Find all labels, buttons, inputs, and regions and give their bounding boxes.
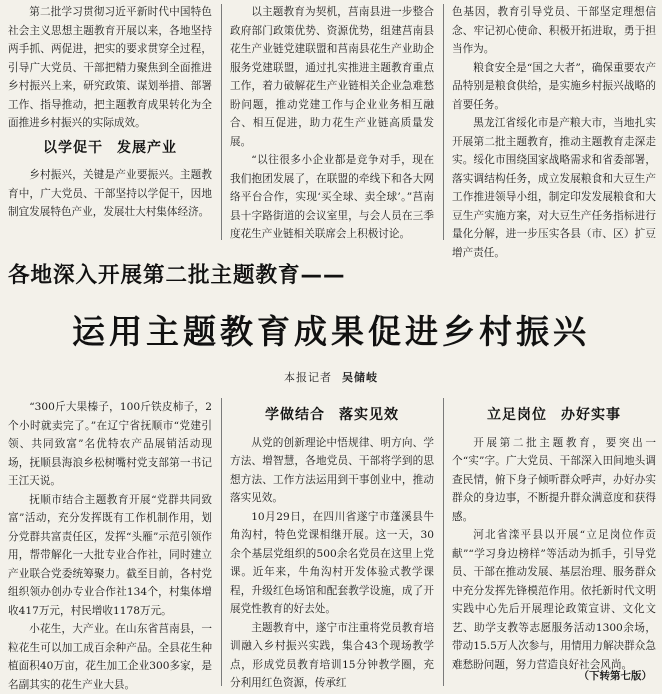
paragraph: 乡村振兴，关键是产业要振兴。主题教育中，广大党员、干部坚持以学促干，因地制宜发展特色产业，发展壮大村集体经济。 — [8, 169, 212, 218]
section-subhead-xuecugan — [8, 139, 212, 158]
paragraph: 小花生，大产业。在山东省莒南县，一粒花生可以加工成百余种产品。全县花生种植面积40万亩，花生加工企业300多家，是名副其实的花生产业大县。 — [8, 623, 212, 691]
byline-name: 吴储岐 — [342, 371, 378, 384]
section-subhead-xuezuojiehe — [230, 406, 434, 425]
paragraph: 抚顺市结合主题教育开展“党群共同致富”活动，充分发挥既有工作机制作用，划分党群共富责任区，发挥“头雁”示范引领作用，帮带解化一大批专业合作社，同时建立产业联合党委统筹聚力。截至目前，各村党组织领办创办专业合作社134个，村集体增收417万元，村民增收1178万元。 — [8, 493, 212, 617]
subhead-part: 立足岗位 — [487, 407, 547, 423]
paragraph: 10月29日，在四川省遂宁市蓬溪县牛角沟村，特色党课相继开展。这一天，30余个基层党组织的500余名党员在这里上党课。近年来，牛角沟村开发体验式教学课程，升级红色场馆和配套教学设施，成了开展党性教育的好去处。 — [230, 510, 434, 615]
byline — [0, 369, 662, 385]
paragraph: “300斤大果榛子，100斤铁皮柿子，2个小时就卖完了。”在辽宁省抚顺市“党建引领、共同致富”名优特农产品展销活动现场，抚顺县海浪乡松树嘴村党支部第一书记王江天说。 — [8, 401, 212, 487]
column-rule — [221, 398, 222, 686]
section-subhead-lizugangwei — [452, 406, 656, 425]
paragraph: 主题教育中，遂宁市注重将党员教育培训融入乡村振兴实践，集合43个现场教学点，形成党员教育培训15分钟教学圈，充分利用红色资源，传承红 — [230, 621, 434, 689]
main-headline: 运用主题教育成果促进乡村振兴 — [72, 312, 590, 351]
paragraph: 色基因，教育引导党员、干部坚定理想信念、牢记初心使命、积极开拓进取，勇于担当作为。 — [452, 6, 656, 55]
top-column-2 — [230, 3, 434, 244]
subhead-part: 办好实事 — [561, 407, 621, 423]
paragraph: 开展第二批主题教育，要突出一个“实”字。广大党员、干部深入田间地头调查民情，俯下身子倾听群众呼声，办好办实群众的身边事，不断提升群众满意度和获得感。 — [452, 436, 656, 523]
column-rule — [221, 4, 222, 240]
column-rule — [443, 4, 444, 240]
paragraph: 从党的创新理论中悟规律、明方向、学方法、增智慧，各地党员、干部将学到的思想方法、工作方法运用到干事创业中，推动落实见效。 — [230, 436, 434, 504]
kicker-headline: 各地深入开展第二批主题教育—— — [8, 263, 346, 288]
bottom-column-1 — [8, 398, 212, 694]
continued-note: （下转第七版） — [578, 670, 652, 682]
subhead-part: 落实见效 — [339, 407, 399, 423]
paragraph: 第二批学习贯彻习近平新时代中国特色社会主义思想主题教育开展以来，各地坚持两手抓、两促进，把实的要求贯穿全过程，引导广大党员、干部把精力聚焦到全面推进乡村振兴上来，研究政策、谋划举措、部署工作、指导推动，把主题教育成果转化为全面推进乡村振兴的实际成效。 — [8, 6, 212, 129]
paragraph: “以往很多小企业都是竞争对手，现在我们抱团发展了，在联盟的牵线下和各大网络平台合作，实现‘买全球、卖全球’。”莒南县十字路街道的会议室里，与会人员在三季度花生产业链相关联席会上积极讨论。 — [230, 154, 434, 240]
subhead-part: 学做结合 — [265, 407, 325, 423]
paragraph: 粮食安全是“国之大者”，确保重要农产品特别是粮食供给，是实施乡村振兴战略的首要任务。 — [452, 61, 656, 111]
subhead-part: 以学促干 — [43, 139, 103, 156]
paragraph: 河北省滦平县以开展“立足岗位作贡献”“学习身边榜样”等活动为抓手，引导党员、干部在推动发展、基层治理、服务群众中充分发挥先锋模范作用。依托新时代文明实践中心先后开展理论政策宣讲、文化文艺、助学支教等志愿服务活动1300余场，带动15.5万人次参与，用情用力解决群众急难愁盼问题，努力营造良好社会风尚。 — [452, 529, 656, 671]
subhead-part: 发展产业 — [117, 139, 177, 156]
column-rule — [443, 398, 444, 686]
bottom-column-3 — [452, 406, 656, 674]
byline-label: 本报记者 — [284, 371, 332, 384]
top-column-1 — [8, 3, 212, 222]
top-column-3 — [452, 3, 656, 262]
bottom-column-2 — [230, 406, 434, 693]
paragraph: 以主题教育为契机，莒南县进一步整合政府部门政策优势、资源优势，组建莒南县花生产业链党建联盟和莒南县花生产业助企服务党建联盟，通过扎实推进主题教育重点工作，着力破解花生产业链相关企业急难愁盼问题，推动党建工作与企业业务相互融合、相互促进，助力花生产业链高质量发展。 — [230, 6, 434, 148]
paragraph: 黑龙江省绥化市是产粮大市，当地扎实开展第二批主题教育，推动主题教育走深走实。绥化市围绕国家战略需求和省委部署，落实调结构任务，成立发展粮食和大豆生产工作推进领导小组，制定印发发展粮食和大豆生产实施方案，对大豆生产任务指标进行量化分解，进一步压实各县（市、区）扩豆增产责任。 — [452, 117, 656, 259]
